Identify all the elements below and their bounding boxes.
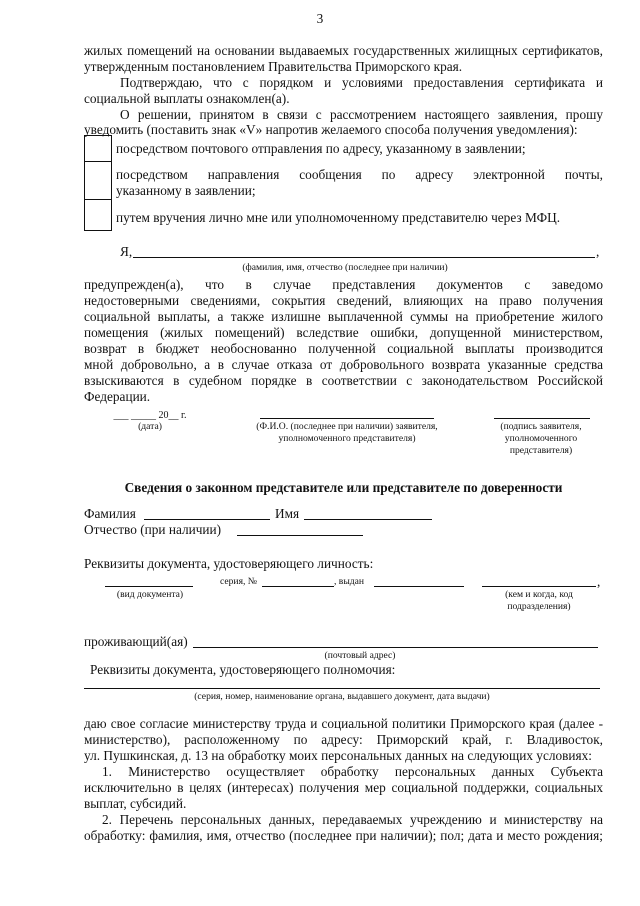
issued-label: , выдан xyxy=(334,576,365,587)
residing-label: проживающий(ая) xyxy=(84,634,188,649)
mfc-checkbox[interactable] xyxy=(84,199,112,231)
patronymic-field[interactable] xyxy=(237,535,363,536)
postal-address-caption: (почтовый адрес) xyxy=(324,650,396,661)
consent-item-1: 1. Министерство осуществляет обработку персональных данных Субъекта xyxy=(102,764,603,779)
option-email-label: посредством направления сообщения по адресу электронной почты, xyxy=(116,167,603,182)
ya-comma: , xyxy=(596,244,600,259)
warning-line: предупрежден(а), что в случае представления документов с заведомо xyxy=(84,277,603,292)
postal-address-field[interactable] xyxy=(193,647,598,648)
signature-line xyxy=(494,418,590,419)
signature-caption-cont: уполномоченного xyxy=(504,433,578,444)
paragraph-line: утвержденным постановлением Правительства Приморского края. xyxy=(84,59,463,74)
consent-item-2: 2. Перечень персональных данных, передаваемых учреждению и министерству на xyxy=(102,812,603,827)
consent-line: даю свое согласие министерству труда и социальной политики Приморского края (далее - xyxy=(84,716,603,731)
warning-line: недостоверными сведениями, сокрытия сведений, влияющих на право получения xyxy=(84,293,603,308)
name-field[interactable] xyxy=(304,519,432,520)
representative-heading: Сведения о законном представителе или представителе по доверенности xyxy=(124,480,563,495)
page-number: 3 xyxy=(316,11,324,26)
issuer-caption-cont: подразделения) xyxy=(507,601,571,612)
signature-caption: (подпись заявителя, xyxy=(500,421,582,432)
paragraph-line: социальной выплаты ознакомлен(а). xyxy=(84,91,290,106)
issuer-comma: , xyxy=(597,574,601,589)
warning-line: взыскиваются в судебном порядке в соответствии с законодательством Российской xyxy=(84,373,603,388)
consent-item-1-cont: исключительно в целях (интересах) получения мер социальной поддержки, социальных xyxy=(84,780,603,795)
issued-by-field[interactable] xyxy=(374,586,464,587)
name-label: Имя xyxy=(275,506,300,521)
document-kind-caption: (вид документа) xyxy=(116,589,184,600)
fio-signature-caption: (Ф.И.О. (последнее при наличии) заявителя, xyxy=(256,421,438,432)
fio-signature-line xyxy=(260,418,434,419)
postal-checkbox[interactable] xyxy=(84,135,112,162)
option-email-label-cont: указанному в заявлении; xyxy=(116,183,256,198)
issue-date-code-field[interactable] xyxy=(482,586,596,587)
consent-item-2-cont: обработку: фамилия, имя, отчество (последнее при наличии); пол; дата и место рождения; xyxy=(84,828,603,843)
series-label: серия, № xyxy=(220,576,257,587)
fio-underline xyxy=(133,257,595,258)
warning-line: социальной выплаты, а также излишне выплаченной суммы на приобретение жилого xyxy=(84,309,603,324)
authority-document-label: Реквизиты документа, удостоверяющего полномочия: xyxy=(90,662,396,677)
surname-label: Фамилия xyxy=(84,506,136,521)
fio-signature-caption-cont: уполномоченного представителя) xyxy=(278,433,416,444)
signature-caption-cont: представителя) xyxy=(509,445,573,456)
surname-field[interactable] xyxy=(144,519,270,520)
warning-line: Федерации. xyxy=(84,389,151,404)
consent-item-1-cont: выплат, субсидий. xyxy=(84,796,187,811)
option-mfc-label: путем вручения лично мне или уполномоченному представителю через МФЦ. xyxy=(116,210,561,225)
patronymic-label: Отчество (при наличии) xyxy=(84,522,222,537)
series-number-field[interactable] xyxy=(262,586,334,587)
issuer-caption: (кем и когда, код xyxy=(505,589,573,600)
paragraph-line: Подтверждаю, что с порядком и условиями предоставления сертификата и xyxy=(120,75,603,90)
authority-document-field[interactable] xyxy=(84,688,600,689)
paragraph-line: О решении, принятом в связи с рассмотрением настоящего заявления, прошу xyxy=(120,107,603,122)
warning-line: помещения (жилых помещений) вследствие ошибки, допущенной министерством, xyxy=(84,325,603,340)
authority-document-caption: (серия, номер, наименование органа, выдавшего документ, дата выдачи) xyxy=(194,691,490,702)
consent-line: ул. Пушкинская, д. 13 на обработку моих персональных данных на следующих условиях: xyxy=(84,748,592,763)
paragraph-line: уведомить (поставить знак «V» напротив желаемого способа получения уведомления): xyxy=(84,122,578,137)
ya-label: Я, xyxy=(120,244,133,259)
warning-line: мной добровольно, а в случае отказа от добровольного возврата указанные средства xyxy=(84,357,603,372)
warning-line: возврат в бюджет необоснованно полученной социальной выплаты производится xyxy=(84,341,603,356)
option-postal-label: посредством почтового отправления по адресу, указанному в заявлении; xyxy=(116,141,526,156)
fio-caption: (фамилия, имя, отчество (последнее при наличии) xyxy=(242,262,448,273)
paragraph-line: жилых помещений на основании выдаваемых государственных жилищных сертификатов, xyxy=(84,43,603,58)
email-checkbox[interactable] xyxy=(84,161,112,200)
id-document-label: Реквизиты документа, удостоверяющего личность: xyxy=(84,556,374,571)
document-kind-field[interactable] xyxy=(105,586,193,587)
consent-line: министерство), расположенному по адресу: Приморский край, г. Владивосток, xyxy=(84,732,603,747)
date-caption: (дата) xyxy=(138,421,162,432)
date-field[interactable]: ___ _____ 20__ г. xyxy=(113,410,187,421)
